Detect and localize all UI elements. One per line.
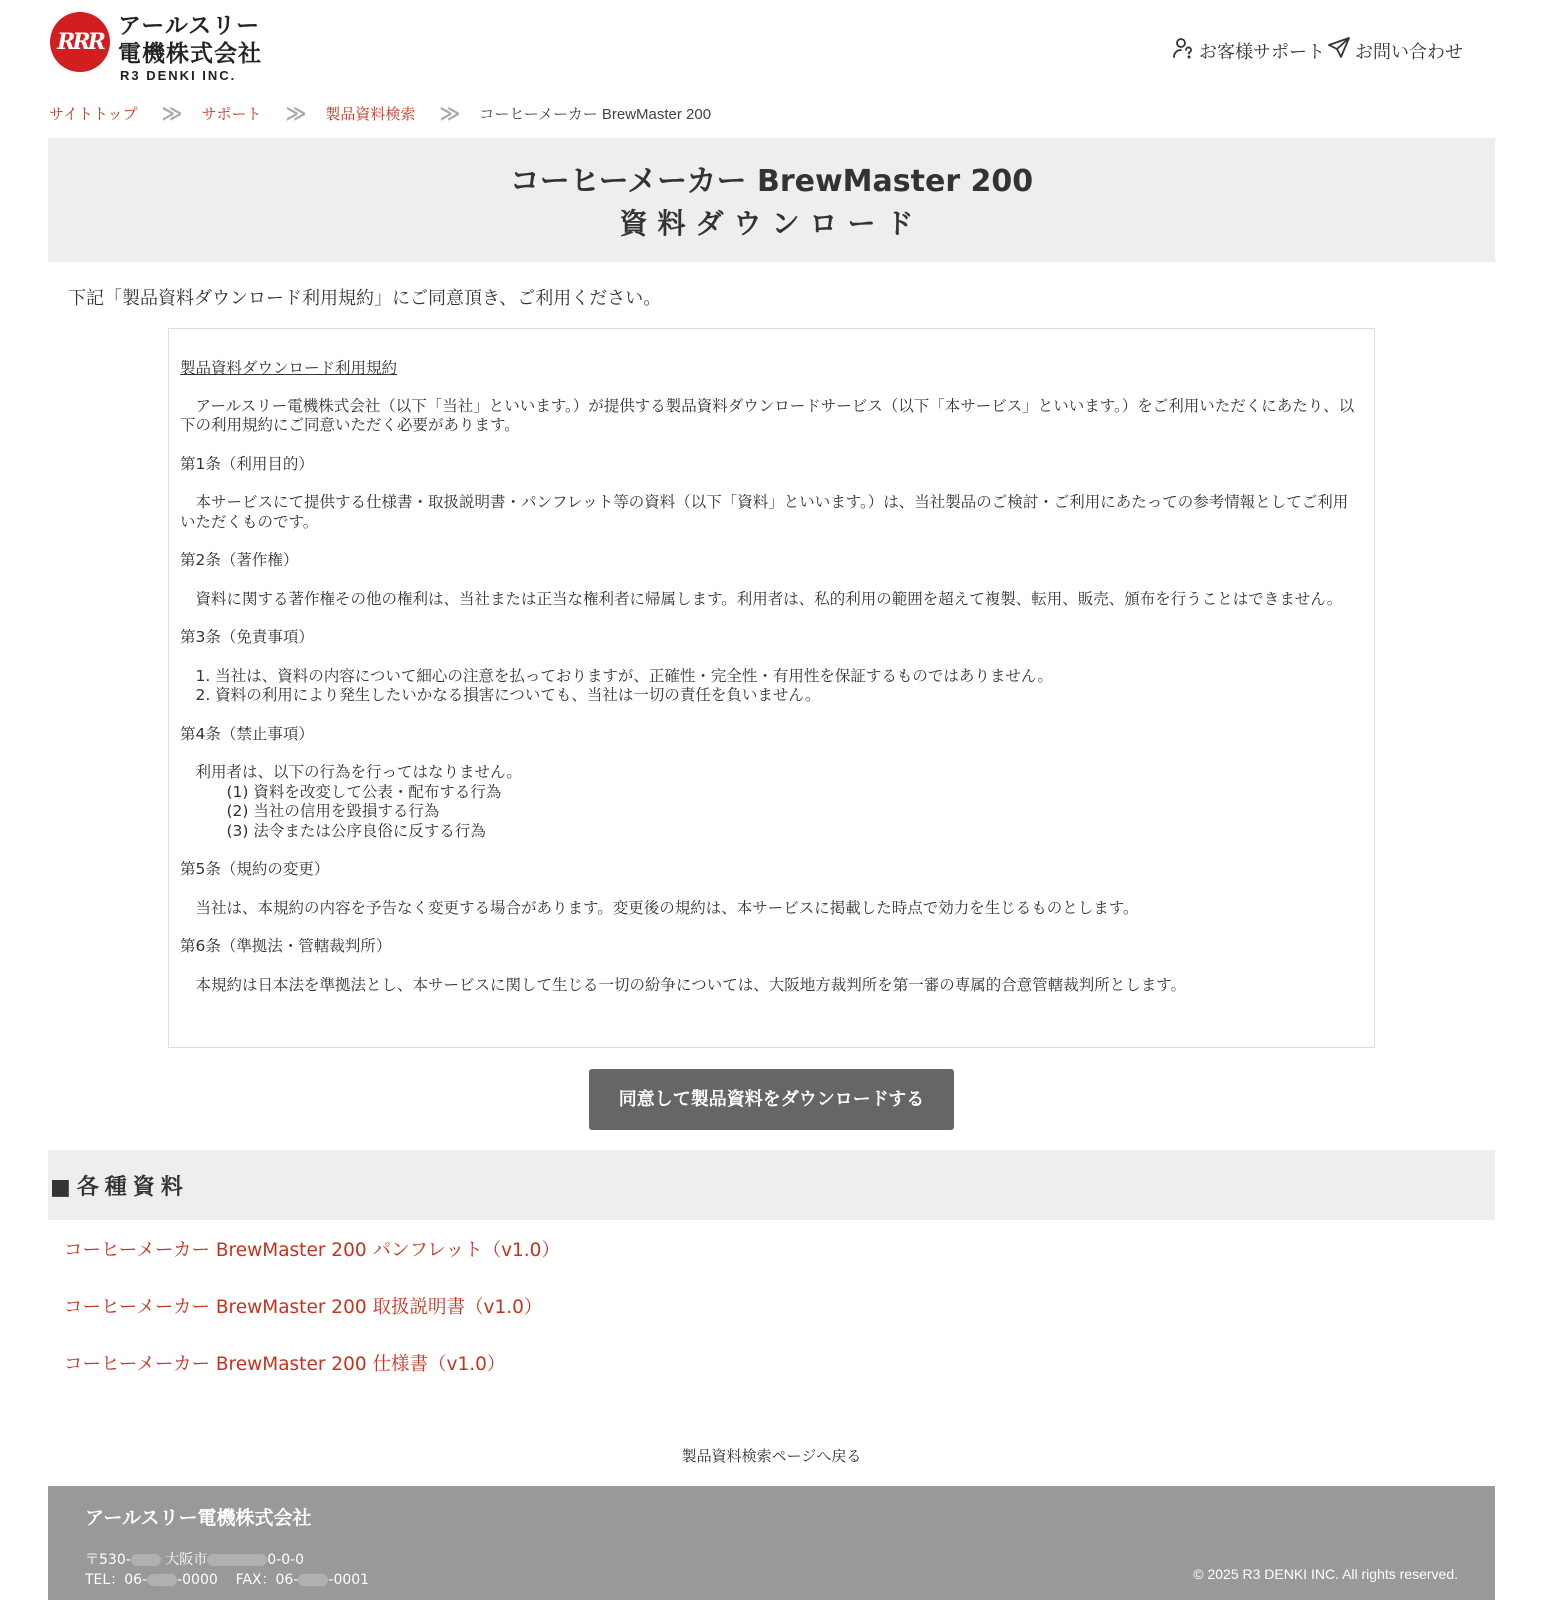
terms-title: 製品資料ダウンロード利用規約 xyxy=(180,359,398,377)
article-4-sub-1: (1) 資料を改変して公表・配布する行為 xyxy=(226,782,502,801)
footer-tel-prefix: TEL：06- xyxy=(85,1572,148,1588)
redacted-block xyxy=(207,1554,267,1566)
back-link-container xyxy=(0,1445,1543,1466)
site-footer xyxy=(48,1486,1495,1600)
breadcrumb-support[interactable]: サポート xyxy=(201,104,262,123)
redacted-block xyxy=(298,1574,328,1586)
customer-support-link[interactable] xyxy=(1171,36,1325,65)
footer-fax-prefix: FAX：06- xyxy=(235,1572,299,1588)
customer-support-label: お客様サポート xyxy=(1199,41,1325,63)
footer-copyright: © 2025 R3 DENKI INC. All rights reserved. xyxy=(1193,1566,1458,1582)
article-1-heading: 第1条（利用目的） xyxy=(180,454,314,473)
page-title: コーヒーメーカー BrewMaster 200 xyxy=(509,164,1034,199)
article-3-item-1: 1. 当社は、資料の内容について細心の注意を払っておりますが、正確性・完全性・有用性を保証するものではありません。 xyxy=(195,666,1053,685)
article-4-sub-2: (2) 当社の信用を毀損する行為 xyxy=(226,802,440,820)
logo-name-line1: アールスリー xyxy=(118,13,261,39)
logo-english-name: R3 DENKI INC. xyxy=(120,68,237,83)
breadcrumb xyxy=(49,101,711,125)
logo-name xyxy=(118,12,268,68)
footer-phone-line xyxy=(85,1570,369,1590)
breadcrumb-product-search[interactable]: 製品資料検索 xyxy=(325,104,416,123)
breadcrumb-site-top[interactable]: サイトトップ xyxy=(49,104,138,123)
footer-city: 大阪市 xyxy=(165,1552,208,1568)
materials-list xyxy=(64,1237,560,1408)
article-5-body: 当社は、本規約の内容を予告なく変更する場合があります。変更後の規約は、本サービスに掲載した時点で効力を生じるものとします。 xyxy=(195,898,1139,917)
site-header xyxy=(0,0,1543,92)
materials-heading-band xyxy=(48,1150,1495,1220)
logo-mark: RRR xyxy=(50,12,110,72)
agree-download-button[interactable]: 同意して製品資料をダウンロードする xyxy=(589,1069,954,1130)
footer-address xyxy=(85,1550,369,1590)
materials-heading: ■各種資料 xyxy=(50,1175,189,1200)
footer-fax-suffix: -0001 xyxy=(328,1572,370,1588)
material-link-manual[interactable]: コーヒーメーカー BrewMaster 200 取扱説明書（v1.0） xyxy=(64,1297,543,1318)
article-1-body: 本サービスにて提供する仕様書・取扱説明書・パンフレット等の資料（以下「資料」といいます。）は、当社製品のご検討・ご利用にあたっての参考情報としてご利用いただくものです。 xyxy=(180,493,1349,531)
material-link-spec-sheet[interactable]: コーヒーメーカー BrewMaster 200 仕様書（v1.0） xyxy=(64,1354,506,1375)
logo-name-line2: 電機株式会社 xyxy=(118,41,262,67)
page-subtitle: 資料ダウンロード xyxy=(619,207,924,240)
double-chevron-right-icon: ≫ xyxy=(161,101,178,125)
footer-company-name: アールスリー電機株式会社 xyxy=(85,1507,312,1529)
article-6-body: 本規約は日本法を準拠法とし、本サービスに関して生じる一切の紛争については、大阪地方裁判所を第一審の専属的合意管轄裁判所とします。 xyxy=(195,975,1186,994)
footer-address-line xyxy=(85,1550,369,1570)
terms-preamble: アールスリー電機株式会社（以下「当社」といいます。）が提供する製品資料ダウンロードサービス（以下「本サービス」といいます。）をご利用いただくにあたり、以下の利用規約にご同意いただく必要があります。 xyxy=(180,396,1355,434)
paper-plane-icon xyxy=(1327,36,1351,65)
redacted-block xyxy=(147,1574,177,1586)
header-links xyxy=(1171,36,1463,65)
article-4-body: 利用者は、以下の行為を行ってはなりません。 xyxy=(195,763,522,781)
material-link-pamphlet[interactable]: コーヒーメーカー BrewMaster 200 パンフレット（v1.0） xyxy=(64,1240,560,1261)
page-title-band xyxy=(48,138,1495,262)
article-2-body: 資料に関する著作権その他の権利は、当社または正当な権利者に帰属します。利用者は、私的利用の範囲を超えて複製、転用、販売、頒布を行うことはできません。 xyxy=(195,589,1343,608)
article-3-list xyxy=(196,667,1363,706)
breadcrumb-current: コーヒーメーカー BrewMaster 200 xyxy=(479,105,712,123)
footer-address-suffix: 0-0-0 xyxy=(267,1552,305,1568)
user-question-icon xyxy=(1171,36,1195,65)
redacted-block xyxy=(131,1554,161,1566)
article-4-sub-3: (3) 法令または公序良俗に反する行為 xyxy=(226,821,486,840)
terms-of-use-box[interactable] xyxy=(168,328,1375,1048)
back-to-search-link[interactable]: 製品資料検索ページへ戻る xyxy=(681,1447,862,1465)
contact-label: お問い合わせ xyxy=(1355,41,1463,63)
article-5-heading: 第5条（規約の変更） xyxy=(180,860,330,878)
company-logo[interactable] xyxy=(50,10,270,86)
article-3-heading: 第3条（免責事項） xyxy=(180,628,314,646)
article-4-heading: 第4条（禁止事項） xyxy=(180,724,314,743)
article-6-heading: 第6条（準拠法・管轄裁判所） xyxy=(180,937,392,955)
footer-tel-suffix: -0000 xyxy=(177,1572,218,1588)
double-chevron-right-icon: ≫ xyxy=(439,101,456,125)
article-4-list xyxy=(196,763,1363,841)
contact-link[interactable] xyxy=(1327,36,1463,65)
footer-postal: 〒530- xyxy=(85,1552,131,1568)
double-chevron-right-icon: ≫ xyxy=(285,101,302,125)
article-3-item-2: 2. 資料の利用により発生したいかなる損害についても、当社は一切の責任を負いません。 xyxy=(195,686,821,704)
article-2-heading: 第2条（著作権） xyxy=(180,551,299,569)
intro-text: 下記「製品資料ダウンロード利用規約」にご同意頂き、ご利用ください。 xyxy=(68,288,662,309)
